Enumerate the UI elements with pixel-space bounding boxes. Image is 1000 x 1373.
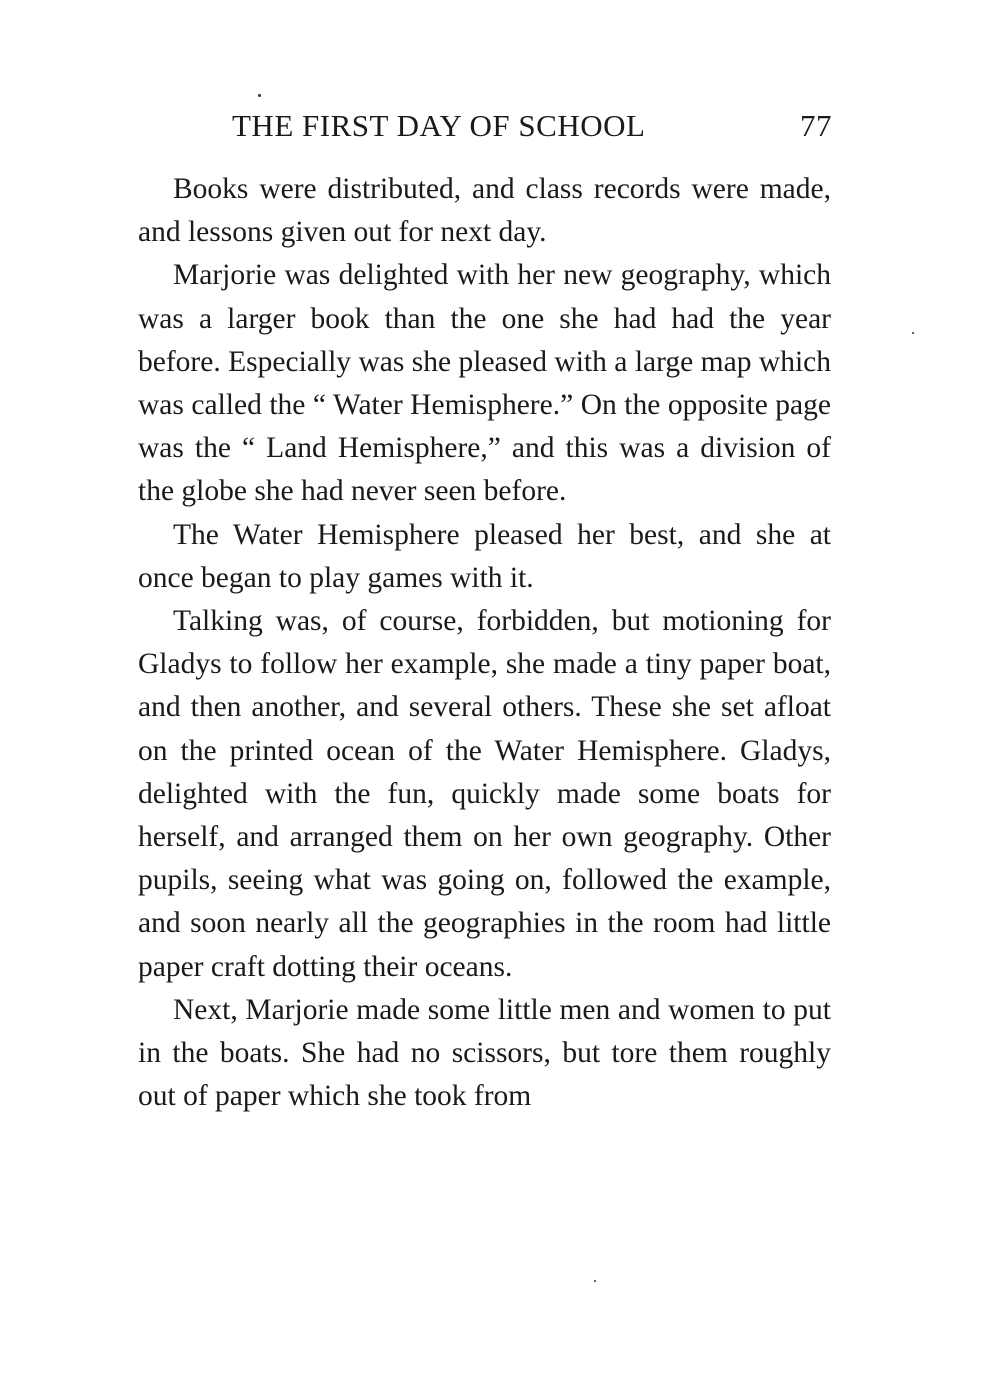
paragraph: The Water Hemisphere pleased her best, and she at once began to play games with it. [138,518,831,594]
paragraph: Marjorie was delighted with her new geography, which was a larger book than the one she had had the year before. Especially was she pleased with a large map which was called the “ Water Hemisphere.” On the opposite page was the “ Land Hemisphere,” and this was a division of the globe she had never seen before. [138,259,831,508]
paragraph: Next, Marjorie made some little men and women to put in the boats. She had no scissors, but tore them roughly out of paper which she took from [138,993,831,1113]
print-speck [258,94,261,97]
page-header [232,108,832,154]
paragraph: Books were distributed, and class records were made, and lessons given out for next day. [138,173,831,249]
page-number: 77 [800,108,832,143]
print-speck [594,1280,596,1282]
body-text [138,168,831,1118]
paragraph: Talking was, of course, forbidden, but motioning for Gladys to follow her example, she made a tiny paper boat, and then another, and several others. These she set afloat on the printed ocean of the Water Hemisphere. Gladys, delighted with the fun, quickly made some boats for herself, and arranged them on her own geography. Other pupils, seeing what was going on, followed the example, and soon nearly all the geographies in the room had little paper craft dotting their oceans. [138,605,831,983]
running-title: THE FIRST DAY OF SCHOOL [232,108,646,143]
print-speck [912,332,914,334]
